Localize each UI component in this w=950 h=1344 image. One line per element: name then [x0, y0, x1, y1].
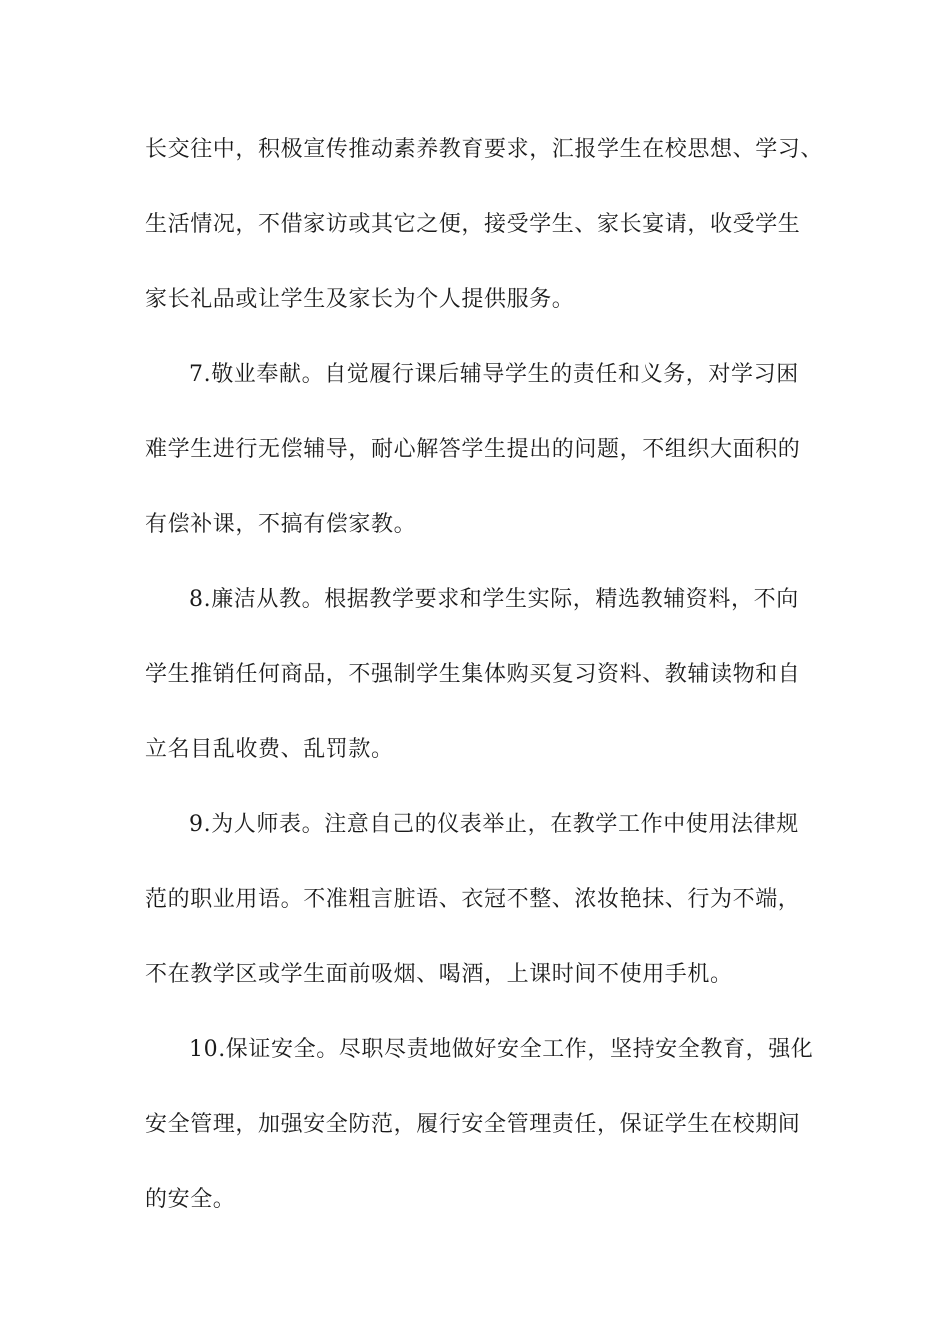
paragraph-start-line: 9.为人师表。注意自己的仪表举止，在教学工作中使用法律规: [189, 812, 799, 837]
paragraph-start-line: 10.保证安全。尽职尽责地做好安全工作，坚持安全教育，强化: [189, 1037, 814, 1062]
text-line: 学生推销任何商品，不强制学生集体购买复习资料、教辅读物和自: [145, 662, 801, 687]
paragraph-start-line: 7.敬业奉献。自觉履行课后辅导学生的责任和义务，对学习困: [189, 362, 799, 387]
text-line: 生活情况，不借家访或其它之便，接受学生、家长宴请，收受学生: [145, 212, 801, 237]
text-line: 难学生进行无偿辅导，耐心解答学生提出的问题，不组织大面积的: [145, 437, 801, 462]
text-line: 长交往中，积极宣传推动素养教育要求，汇报学生在校思想、学习、: [145, 137, 824, 162]
text-line: 家长礼品或让学生及家长为个人提供服务。: [145, 287, 575, 312]
text-line: 的安全。: [145, 1187, 236, 1212]
text-line: 立名目乱收费、乱罚款。: [145, 737, 394, 762]
text-line: 安全管理，加强安全防范，履行安全管理责任，保证学生在校期间: [145, 1112, 801, 1137]
text-line: 范的职业用语。不准粗言脏语、衣冠不整、浓妆艳抹、行为不端，: [145, 887, 801, 912]
text-line: 不在教学区或学生面前吸烟、喝酒，上课时间不使用手机。: [145, 962, 733, 987]
text-line: 有偿补课，不搞有偿家教。: [145, 512, 417, 537]
paragraph-start-line: 8.廉洁从教。根据教学要求和学生实际，精选教辅资料，不向: [189, 587, 799, 612]
